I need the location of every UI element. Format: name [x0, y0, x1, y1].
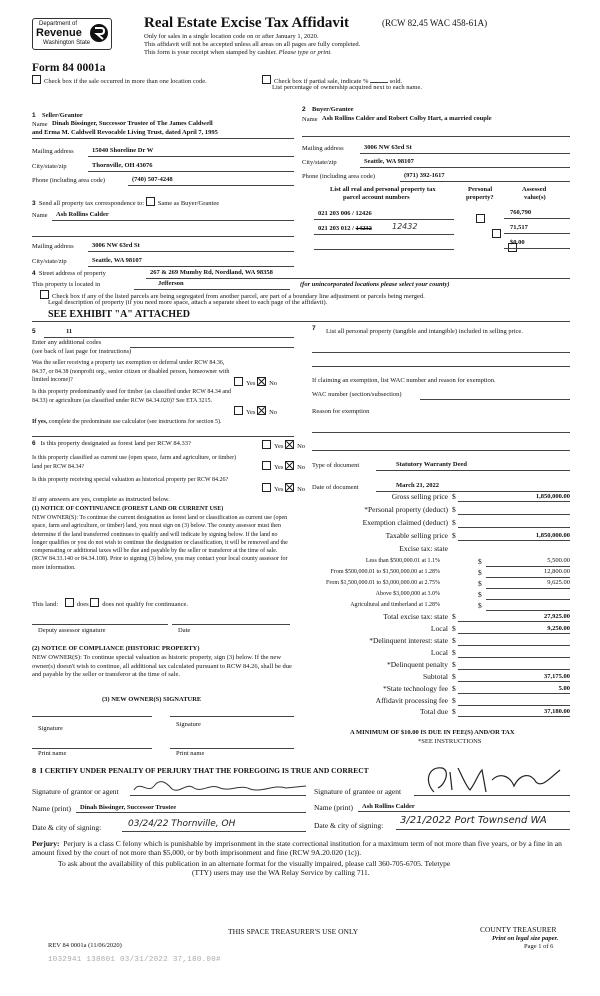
partial-sale-checkbox[interactable]	[262, 75, 271, 84]
total-excise-amount[interactable]: 27,925.00	[544, 613, 570, 620]
check-partial-sale[interactable]: Check box if partial sale, indicate % sold.	[262, 75, 402, 85]
legal-paper-note: Print on legal size paper.	[492, 935, 559, 942]
more-location-checkbox[interactable]	[32, 75, 41, 84]
bracket-label: From $1,500,000.01 to $3,000,000.00 at 2.75%	[326, 580, 440, 586]
timber-yes-no[interactable]: Yes No	[234, 406, 277, 416]
parcel-col3-line2: value(s)	[524, 194, 546, 201]
taxable-label: Taxable selling price	[385, 531, 448, 540]
doc-date-label: Date of document	[312, 484, 359, 491]
correspondence-mailing[interactable]: 3006 NW 63rd St	[92, 242, 140, 249]
print-name-label: Print name	[38, 750, 67, 757]
logo-line3: Washington State	[43, 40, 91, 46]
additional-codes-label: Enter any additional codes	[32, 339, 102, 346]
wac-number-label: WAC number (section/subsection)	[312, 391, 402, 398]
timber-question: Is this property predominantly used for timber (as classified under RCW 84.34 and 84.33) or agriculture (as classified under RCW 84.34.020)? See ETA 3215.	[32, 389, 232, 404]
dollar-sign: $	[478, 590, 482, 599]
bracket-label: Agricultural and timberland at 1.28%	[350, 602, 440, 608]
print-name-label-2: Print name	[176, 750, 205, 757]
logo-line1: Department of	[39, 21, 78, 27]
seller-name-label: Name	[32, 121, 48, 128]
owner-signature-title: (3) NEW OWNER(S) SIGNATURE	[102, 696, 202, 703]
personal-property-checkbox[interactable]	[492, 229, 501, 238]
parcel-col1-line2: parcel account numbers	[343, 194, 410, 201]
personal-deduct-label: *Personal property (deduct)	[364, 505, 448, 514]
list-percentage: List percentage of ownership acquired next to each name.	[272, 84, 422, 91]
treasurer-stamp: 1032941 138801 03/31/2022 37,180.00#	[48, 956, 221, 964]
total-due-amount[interactable]: 37,180.00	[544, 708, 570, 715]
form-revision: REV 84 0001a (11/06/2020)	[48, 942, 122, 949]
exhibit-a: SEE EXHIBIT "A" ATTACHED	[48, 309, 190, 320]
buyer-name[interactable]: Ash Rollins Calder and Robert Colby Hart, a married couple	[322, 115, 492, 122]
dollar-sign: $	[478, 579, 482, 588]
header-note3: This form is your receipt when stamped by cashier. Please type or print.	[144, 49, 332, 56]
forest-no-checkbox[interactable]	[285, 440, 294, 449]
dollar-sign: $	[452, 531, 456, 540]
dollar-sign: $	[452, 636, 456, 645]
current-use-no-checkbox[interactable]	[285, 461, 294, 470]
dollar-sign: $	[452, 624, 456, 633]
parcel-number[interactable]: 021 203 006 / 12426	[318, 210, 372, 217]
parcel-handwritten-correction: 12432	[392, 222, 418, 231]
section5-code[interactable]: 11	[66, 328, 73, 335]
deputy-signature-label: Deputy assessor signature	[38, 627, 106, 634]
exemption-deduct-label: Exemption claimed (deduct)	[362, 518, 448, 527]
notice2-title: (2) NOTICE OF COMPLIANCE (HISTORIC PROPERTY)	[32, 645, 200, 652]
affidavit-fee-label: Affidavit processing fee	[375, 696, 448, 705]
reason-label: Reason for exemption	[312, 408, 370, 415]
seller-mailing-label: Mailing address	[32, 148, 74, 155]
seller-phone[interactable]: (740) 507-4248	[132, 176, 173, 183]
seller-city-label: City/state/zip	[32, 163, 67, 170]
dollar-sign: $	[452, 518, 456, 527]
doc-date[interactable]: March 21, 2022	[396, 482, 440, 489]
tech-fee-amount[interactable]: 5.00	[558, 685, 570, 692]
property-street[interactable]: 267 & 269 Mumby Rd, Nordland, WA 98358	[150, 269, 273, 276]
form-rcw: (RCW 82.45 WAC 458-61A)	[382, 18, 488, 28]
current-use-yes-no[interactable]: Yes No	[262, 461, 305, 471]
grantee-name[interactable]: Ash Rollins Calder	[362, 803, 415, 810]
parcel-number[interactable]: 021 203 012 / 14232	[318, 225, 372, 232]
current-use-question: Is this property classified as current use (open space, farm and agriculture, or timber) land per RCW 84.34?	[32, 455, 237, 470]
parcel-col1-line1: List all real and personal property tax	[330, 186, 436, 193]
assessed-value[interactable]: 71,517	[510, 224, 528, 231]
segregated-checkbox[interactable]	[40, 290, 49, 299]
revenue-logo-icon	[89, 22, 109, 44]
grantor-signature	[130, 776, 310, 798]
excise-state-label: Excise tax: state	[399, 544, 448, 553]
see-back-note: (see back of last page for instructions)	[32, 348, 132, 355]
dollar-sign: $	[452, 707, 456, 716]
grantor-date-city[interactable]: 03/24/22 Thornville, OH	[128, 819, 236, 829]
taxable-amount[interactable]: 1,850,000.00	[535, 532, 570, 539]
historic-yes-no[interactable]: Yes No	[262, 483, 305, 493]
buyer-phone-label: Phone (including area code)	[302, 173, 376, 180]
header-note1: Only for sales in a single location code on or after January 1, 2020.	[144, 33, 319, 40]
same-as-buyer-checkbox[interactable]	[146, 197, 155, 206]
current-use-yes-checkbox[interactable]	[262, 461, 271, 470]
timber-yes-checkbox[interactable]	[234, 406, 243, 415]
section7-num: 7	[312, 325, 316, 332]
grantee-date-label: Date & city of signing:	[314, 821, 384, 830]
buyer-phone[interactable]: (971) 392-1617	[404, 172, 445, 179]
does-checkbox[interactable]	[65, 598, 74, 607]
parcel-col3-line1: Assessed	[522, 186, 547, 193]
accessibility-line1: To ask about the availability of this publication in an alternate format for the visually impaired, please call 360-705-6705. Teletype	[58, 859, 451, 868]
gross-label: Gross selling price	[391, 492, 448, 501]
dollar-sign: $	[452, 492, 456, 501]
doc-type[interactable]: Statutory Warranty Deed	[396, 461, 468, 468]
grantee-name-label: Name (print)	[314, 803, 353, 812]
deputy-date-label: Date	[178, 627, 191, 634]
buyer-heading: Buyer/Grantee	[312, 106, 354, 113]
buyer-city-label: City/state/zip	[302, 159, 337, 166]
seller-mailing[interactable]: 15040 Shoreline Dr W	[92, 147, 154, 154]
dollar-sign: $	[452, 648, 456, 657]
property-county[interactable]: Jefferson	[158, 280, 184, 287]
parcel-col2-line1: Personal	[468, 186, 493, 193]
assessed-value[interactable]: 760,790	[510, 209, 532, 216]
notice2-body: NEW OWNER(S): To continue special valuation as historic property, sign (3) below. If the new owner(s) doesn't wish to continue, all additional tax calculated pursuant to RCW 84.26, shall be due and payable by the seller or transferor at the time of sale.	[32, 654, 292, 679]
dollar-sign: $	[478, 557, 482, 566]
correspondence-name[interactable]: Ash Rollins Calder	[56, 211, 109, 218]
gross-amount[interactable]: 1,850,000.00	[535, 493, 570, 500]
personal-property-list-label: List all personal property (tangible and intangible) included in selling price.	[326, 328, 523, 335]
correspondence-name-label: Name	[32, 212, 48, 219]
correspondence-row: 3 Send all property tax correspondence to: Same as Buyer/Grantee	[32, 197, 219, 207]
unincorporated-note: (for unincorporated locations please select your county)	[300, 281, 450, 288]
subtotal-label: Subtotal	[422, 672, 448, 681]
exemption-question: Was the seller receiving a property tax exemption or deferral under RCW 84.36, 84.37, or 84.38 (nonprofit org., senior citizen or disabled person, homeowner with limited income)?	[32, 360, 230, 384]
see-instructions: *SEE INSTRUCTIONS	[418, 738, 482, 745]
bracket-amount[interactable]: 5,500.00	[547, 557, 570, 564]
if-any-yes: If any answers are yes, complete as instructed below.	[32, 496, 170, 503]
grantor-signature-label: Signature of grantor or agent	[32, 787, 119, 796]
this-land-row: This land: does does not qualify for continuance.	[32, 598, 188, 608]
seller-name-line2: and Erma M. Caldwell Revocable Living Trust, dated April 7, 1995	[32, 129, 218, 136]
segregated-row[interactable]: Check box if any of the listed parcels are being segregated from another parcel, are part of a boundary line adjustment or parcels being merged.	[40, 290, 425, 300]
legal-description-label: Legal description of property (if you need more space, attach a separate sheet to each page of the affidavit).	[48, 299, 328, 306]
page-number: Page 1 of 6	[524, 943, 554, 950]
exemption-no-checkbox[interactable]	[257, 377, 266, 386]
check-more-location[interactable]: Check box if the sale occurred in more than one location code.	[32, 75, 207, 85]
certify-statement: 8 I CERTIFY UNDER PENALTY OF PERJURY THAT THE FOREGOING IS TRUE AND CORRECT	[32, 766, 369, 775]
dollar-sign: $	[452, 684, 456, 693]
form-number: Form 84 0001a	[32, 62, 106, 74]
correspondence-city-label: City/state/zip	[32, 258, 67, 265]
parcel-col2-line2: property?	[466, 194, 494, 201]
grantor-name[interactable]: Dinah Bissinger, Successor Trustee	[80, 804, 177, 811]
buyer-city[interactable]: Seattle, WA 98107	[364, 158, 414, 165]
bracket-label: From $500,000.01 to $1,500,000.00 at 1.28%	[330, 569, 440, 575]
local-label: Local	[430, 624, 448, 633]
dollar-sign: $	[478, 601, 482, 610]
timber-no-checkbox[interactable]	[257, 406, 266, 415]
dollar-sign: $	[452, 696, 456, 705]
grantee-date-city[interactable]: 3/21/2022 Port Townsend WA	[400, 815, 547, 826]
seller-city[interactable]: Thornville, OH 43076	[92, 162, 153, 169]
historic-yes-checkbox[interactable]	[262, 483, 271, 492]
minimum-notice: A MINIMUM OF $10.00 IS DUE IN FEE(S) AND/OR TAX	[350, 729, 515, 736]
forest-yes-no[interactable]: Yes No	[262, 440, 305, 450]
subtotal-amount[interactable]: 37,175.00	[544, 673, 570, 680]
exemption-yes-checkbox[interactable]	[234, 377, 243, 386]
local2-label: Local	[430, 648, 448, 657]
owner-signature-label-2: Signature	[176, 721, 201, 728]
correspondence-mailing-label: Mailing address	[32, 243, 74, 250]
bracket-label: Above $3,000,000 at 3.0%	[375, 591, 440, 597]
dollar-sign: $	[452, 660, 456, 669]
notice1-body: NEW OWNER(S): To continue the current designation as forest land or classification as current use (open space, farm and agriculture, or timber) land, you must sign on (3) below. The county assessor must then determine if the land transferred continues to qualify and will indicate by signing below. If the land no longer qualifies or you do not wish to continue the designation or classification, it will be removed and the compensating or additional taxes will be due and payable by the seller or transferor at the time of sale. (RCW 84.33.140 or 84.34.108). Prior to signing (3) below, you may contact your local county assessor for more information.	[32, 515, 288, 571]
buyer-mailing[interactable]: 3006 NW 63rd St	[364, 144, 412, 151]
buyer-section-num: 2	[302, 106, 306, 113]
dollar-sign: $	[452, 612, 456, 621]
grantee-signature	[420, 762, 570, 798]
dollar-sign: $	[452, 505, 456, 514]
forest-yes-checkbox[interactable]	[262, 440, 271, 449]
dor-logo	[32, 18, 112, 50]
header-note2: This affidavit will not be accepted unless all areas on all pages are fully completed.	[144, 41, 361, 48]
historic-no-checkbox[interactable]	[285, 483, 294, 492]
county-treasurer: COUNTY TREASURER	[480, 925, 557, 934]
seller-phone-label: Phone (including area code)	[32, 177, 106, 184]
delinquent-penalty-label: *Delinquent penalty	[386, 660, 448, 669]
dollar-sign: $	[478, 568, 482, 577]
grantor-name-label: Name (print)	[32, 804, 71, 813]
local-amount[interactable]: 9,250.00	[547, 625, 570, 632]
does-not-checkbox[interactable]	[90, 598, 99, 607]
seller-heading: Seller/Grantor	[42, 112, 83, 119]
notice1-title: (1) NOTICE OF CONTINUANCE (FOREST LAND OR CURRENT USE)	[32, 506, 224, 512]
delinquent-interest-label: *Delinquent interest: state	[369, 636, 448, 645]
grantee-signature-label: Signature of grantee or agent	[314, 787, 402, 796]
assessed-value[interactable]: $0.00	[510, 239, 525, 246]
exemption-claim-label: If claiming an exemption, list WAC number and reason for exemption.	[312, 377, 496, 384]
if-yes-note: If yes, complete the predominate use calculator (see instructions for section 5).	[32, 419, 222, 425]
exemption-yes-no[interactable]: Yes No	[234, 377, 277, 387]
personal-property-checkbox[interactable]	[476, 214, 485, 223]
doc-type-label: Type of document	[312, 462, 360, 469]
historic-question: Is this property receiving special valuation as historical property per RCW 84.26?	[32, 477, 229, 483]
total-excise-label: Total excise tax: state	[383, 612, 448, 621]
accessibility-line2: (TTY) users may use the WA Relay Service by calling 711.	[192, 868, 370, 877]
seller-name-line1: Dinah Bissinger, Successor Trustee of The James Caldwell	[52, 120, 213, 127]
correspondence-city[interactable]: Seattle, WA 98107	[92, 257, 142, 264]
located-label: This property is located in	[32, 281, 101, 288]
buyer-name-label: Name	[302, 116, 318, 123]
tech-fee-label: *State technology fee	[383, 684, 448, 693]
grantor-date-label: Date & city of signing:	[32, 823, 102, 832]
bracket-amount[interactable]: 12,800.00	[544, 568, 570, 575]
street-row: 4 Street address of property	[32, 270, 106, 277]
buyer-mailing-label: Mailing address	[302, 145, 344, 152]
bracket-label: Less than $500,000.01 at 1.1%	[365, 558, 440, 564]
bracket-amount[interactable]: 9,625.00	[547, 579, 570, 586]
dollar-sign: $	[452, 672, 456, 681]
forest-question: 6 Is this property designated as forest land per RCW 84.33?	[32, 440, 191, 447]
section5-num: 5	[32, 328, 36, 335]
perjury-notice: Perjury: Perjury is a class C felony which is punishable by imprisonment in the state correctional institution for a maximum term of not more than five years, or by a fine in an amount fixed by the court of not more than $5,000, or by both imprisonment and fine (RCW 9A.20.020 (1c)).	[32, 839, 562, 857]
logo-line2: Revenue	[36, 27, 82, 39]
total-due-label: Total due	[419, 707, 448, 716]
owner-signature-label: Signature	[38, 725, 63, 732]
treasurer-use-only: THIS SPACE TREASURER'S USE ONLY	[228, 927, 359, 936]
form-title: Real Estate Excise Tax Affidavit	[144, 15, 349, 31]
seller-section-num: 1	[32, 112, 36, 119]
